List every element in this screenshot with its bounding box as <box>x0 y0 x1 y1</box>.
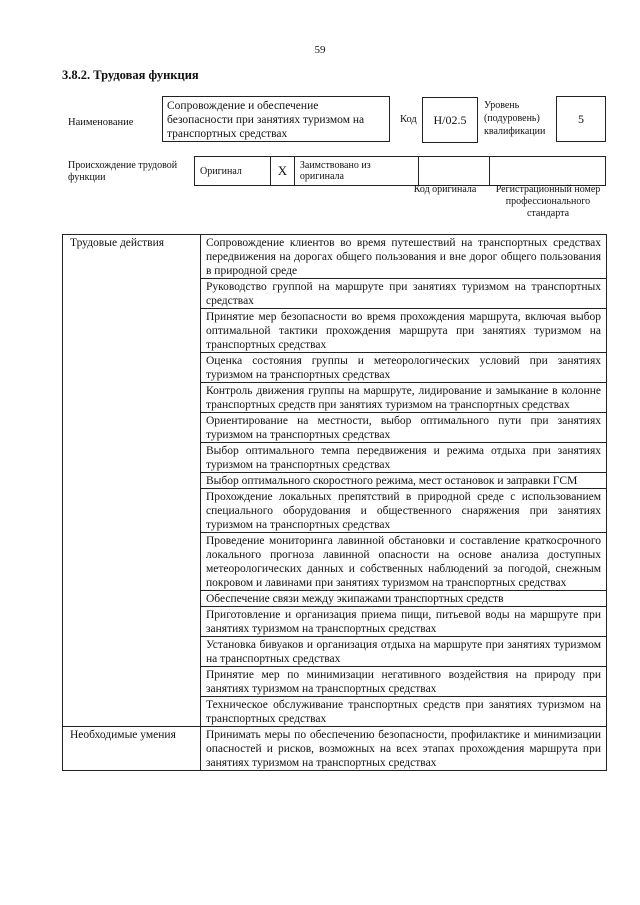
origin-table <box>194 156 606 186</box>
labor-action-item: Контроль движения группы на маршруте, лидирование и замыкание в колонне транспортных средств при занятиях туризмом на транспортных средствах <box>201 383 607 413</box>
reg-number-label: Регистрационный номер профессионального стандарта <box>495 184 601 219</box>
qualification-level-label: Уровень (подуровень) квалификации <box>484 100 546 137</box>
code-label: Код <box>400 114 417 125</box>
labor-action-item: Выбор оптимального темпа передвижения и режима отдыха при занятиях туризмом на транспортных средствах <box>201 443 607 473</box>
labor-action-item: Оценка состояния группы и метеорологических условий при занятиях туризмом на транспортных средствах <box>201 353 607 383</box>
original-mark: X <box>270 157 294 186</box>
labor-action-item: Прохождение локальных препятствий в природной среде с использованием специального оборудования и общественного снаряжения при занятиях туризмом на транспортных средствах <box>201 489 607 533</box>
page-number: 59 <box>314 44 326 56</box>
labor-action-item: Техническое обслуживание транспортных средств при занятиях туризмом на транспортных средствах <box>201 697 607 727</box>
code-value: Н/02.5 <box>422 97 478 143</box>
labor-action-item: Обеспечение связи между экипажами транспортных средств <box>201 591 607 607</box>
labor-actions-label: Трудовые действия <box>63 235 201 727</box>
table-row <box>63 727 607 771</box>
labor-action-item: Ориентирование на местности, выбор оптимального пути при занятиях туризмом на транспортных средствах <box>201 413 607 443</box>
table-row <box>63 235 607 279</box>
labor-action-item: Принятие мер безопасности во время прохождения маршрута, включая выбор оптимальной тактики прохождения маршрута при занятиях туризмом на транспортных средствах <box>201 309 607 353</box>
labor-action-item: Сопровождение клиентов во время путешествий на транспортных средствах передвижения на дорогах общего пользования и вне дорог общего пользования в природной среде <box>201 235 607 279</box>
function-name-value: Сопровождение и обеспечение безопасности при занятиях туризмом на транспортных средствах <box>162 96 390 142</box>
skills-label: Необходимые умения <box>63 727 201 771</box>
labor-action-item: Приготовление и организация приема пищи, питьевой воды на маршруте при занятиях туризмом на транспортных средствах <box>201 607 607 637</box>
labor-action-item: Установка бивуаков и организация отдыха на маршруте при занятиях туризмом на транспортных средствах <box>201 637 607 667</box>
labor-function-table <box>62 234 607 771</box>
origin-label: Происхождение трудовой функции <box>68 160 178 183</box>
original-cell <box>195 157 271 186</box>
labor-action-item: Руководство группой на маршруте при занятиях туризмом на транспортных средствах <box>201 279 607 309</box>
reg-number-cell <box>490 157 606 186</box>
qualification-level-value: 5 <box>556 96 606 142</box>
section-title: 3.8.2. Трудовая функция <box>62 68 199 82</box>
code-original-label: Код оригинала <box>413 184 477 195</box>
labor-action-item: Проведение мониторинга лавинной обстановки и составление краткосрочного локального прогноза лавинной опасности на основе анализа доступных метеорологических данных и собственных наблюдений за погодой, снежным покровом и лавинами при занятиях туризмом на транспортных средствах <box>201 533 607 591</box>
skill-item: Принимать меры по обеспечению безопасности, профилактике и минимизации опасностей и рисков, возможных на всех этапах прохождения маршрута при занятиях туризмом на транспортных средствах <box>201 727 607 771</box>
labor-action-item: Выбор оптимального скоростного режима, мест остановок и заправки ГСМ <box>201 473 607 489</box>
borrowed-label: Заимствовано из оригинала <box>294 157 418 186</box>
labor-action-item: Принятие мер по минимизации негативного воздействия на природу при занятиях туризмом на транспортных средствах <box>201 667 607 697</box>
original-label: Оригинал <box>200 165 242 177</box>
code-original-cell <box>418 157 490 186</box>
name-label: Наименование <box>68 117 134 128</box>
